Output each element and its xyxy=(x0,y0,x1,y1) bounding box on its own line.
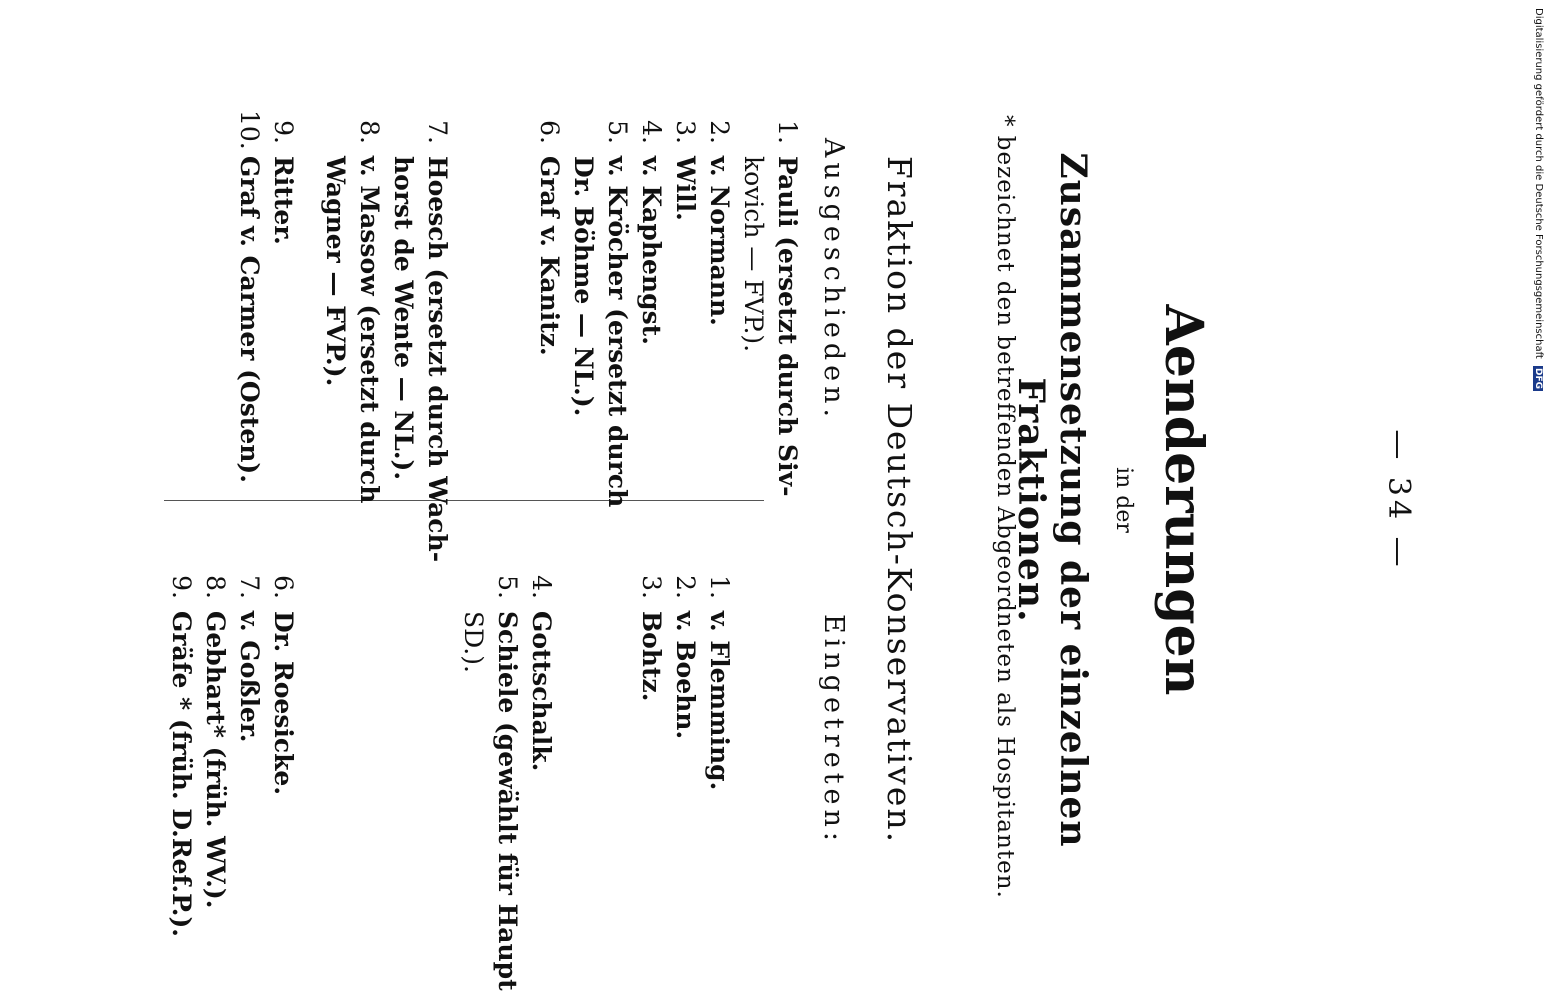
left-entry: 6.Graf v. Kanitz. xyxy=(535,120,564,356)
right-entry: 5.Schiele (gewählt für Haupt SD.). xyxy=(459,575,522,991)
left-entry: 10.Graf v. Carmer (Osten). xyxy=(235,110,264,483)
right-column-header: Eingetreten: xyxy=(818,613,849,847)
section-title: Fraktion der Deutsch-Konservativen. xyxy=(880,155,919,845)
hospitant-note: * bezeichnet den betreffenden Abgeordneten als Hospitanten. xyxy=(992,115,1018,899)
left-entry: 4.v. Kaphengst. xyxy=(637,120,666,345)
right-entry: 7.v. Goßler. xyxy=(235,575,264,743)
title-connector: in der xyxy=(1111,467,1136,533)
left-entry: 5.v. Kröcher (ersetzt durch Dr. Böhme — NL.). xyxy=(569,120,632,508)
page-title: Aenderungen xyxy=(1153,304,1214,696)
left-entry: 2.v. Normann. xyxy=(705,120,734,326)
left-entry: 8.v. Massow (ersetzt durch Wagner — FVP.). xyxy=(321,120,384,504)
right-entry: 4.Gottschalk. xyxy=(527,575,556,772)
left-entry: 3.Will. xyxy=(671,120,700,221)
right-entry: 8.Gebhart* (früh. WV.). xyxy=(201,575,230,909)
left-entry: 1.Pauli (ersetzt durch Siv- kovich — FVP.). xyxy=(739,120,802,497)
left-entry: 9.Ritter. xyxy=(269,120,298,245)
dfg-logo: DFG xyxy=(1533,368,1543,390)
page-number: — 34 — xyxy=(1381,429,1416,571)
left-entry: 7.Hoesch (ersetzt durch Wach- horst de Wente — NL.). xyxy=(389,120,452,563)
page-heading: Zusammensetzung der einzelnen Fraktionen. xyxy=(1010,152,1094,848)
right-entry: 2.v. Boehn. xyxy=(671,575,700,740)
column-divider xyxy=(164,500,764,501)
right-entry: 3.Bohtz. xyxy=(637,575,666,702)
right-entry: 6.Dr. Roesicke. xyxy=(269,575,298,796)
left-column-header: Ausgeschieden. xyxy=(818,137,849,423)
credit-text: Digitalisierung gefördert durch die Deutsche Forschungsgemeinschaft xyxy=(1533,8,1544,359)
digitization-credit xyxy=(1530,8,1544,998)
right-entry: 9.Gräfe * (früh. D.Ref.P.). xyxy=(167,575,196,938)
right-entry: 1.v. Flemming. xyxy=(705,575,734,791)
